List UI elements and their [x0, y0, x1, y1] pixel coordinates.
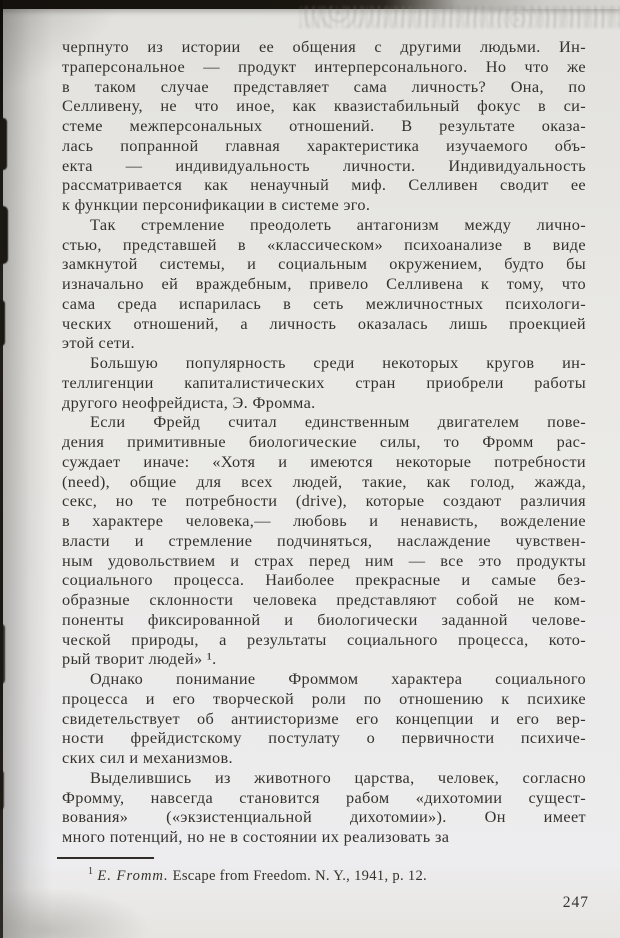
- text-line: замкнутой системы, и социальным окружением, будто бы: [62, 254, 586, 274]
- text-line: секс, но те потребности (drive), которые создают различия: [62, 491, 586, 511]
- text-line: свидетельствует об антиисторизме его концепции и его вер-: [62, 708, 586, 728]
- text-line: рассматривается как ненаучный миф. Селливен сводит ее: [62, 175, 586, 195]
- text-line: Выделившись из животного царства, человек, согласно: [90, 767, 586, 787]
- footnote-rule: [57, 857, 154, 859]
- text-line: ческих отношений, а личность оказалась лишь проекцией: [62, 313, 586, 333]
- text-line: вования» («экзистенциальной дихотомии»). Он имеет: [62, 807, 586, 827]
- text-line: стью, представшей в «классическом» психоанализе в виде: [62, 234, 586, 254]
- text-line: ских сил и механизмов.: [62, 748, 233, 767]
- footnote-text: Escape from Freedom. N. Y., 1941, p. 12.: [172, 867, 427, 884]
- text-line: Так стремление преодолеть антагонизм между лично-: [90, 214, 586, 234]
- text-line: образные склонности человека представляют собой не ком-: [62, 590, 586, 609]
- text-line: рый творит людей» ¹.: [62, 649, 217, 669]
- text-line: Селливену, не что иное, как квазистабильный фокус в си-: [62, 96, 586, 116]
- text-line: в характере человека,— любовь и ненависть, вожделение: [62, 511, 586, 530]
- footnote-author: E. Fromm.: [97, 867, 169, 884]
- text-line: стеме межперсональных отношений. В результате оказа-: [62, 116, 586, 135]
- text-line: суждает иначе: «Хотя и имеются некоторые потребности: [62, 451, 586, 471]
- text-line: лась попранной главная характеристика изучаемого объ-: [62, 135, 586, 155]
- text-line: ческой природы, а результаты социального процесса, кото-: [62, 629, 586, 649]
- text-line: теллигенции капиталистических стран приобрели работы: [62, 372, 586, 392]
- scan-edge-blob: [0, 300, 5, 346]
- text-line: другого неофрейдиста, Э. Фромма.: [62, 392, 316, 412]
- text-line: сама среда испарилась в сеть межличностных психологи-: [62, 293, 586, 313]
- text-line: екта — индивидуальность личности. Индивидуальность: [62, 155, 586, 175]
- text-line: дения примитивные биологические силы, то Фромм рас-: [62, 432, 586, 451]
- text-line: ности фрейдистскому постулату о первичности психиче-: [62, 728, 586, 748]
- text-line: Большую популярность среди некоторых кругов ин-: [90, 353, 586, 372]
- scan-edge-blob: [0, 770, 4, 810]
- footnote-marker: 1: [88, 865, 94, 877]
- text-line: процесса и его творческой роли по отношению к психике: [62, 688, 586, 708]
- scan-edge-blob: [0, 206, 8, 264]
- text-line: к функции персонификации в системе эго.: [62, 195, 371, 214]
- text-line: Однако понимание Фроммом характера социального: [90, 669, 586, 688]
- text-line: траперсональное — продукт интерперсонального. Но что же: [62, 56, 586, 76]
- text-line: много потенций, но не в состоянии их реализовать за: [62, 827, 450, 846]
- text-line: в таком случае представляет сама личность? Она, по: [62, 76, 586, 96]
- text-line: (need), общие для всех людей, такие, как голод, жажда,: [62, 471, 586, 491]
- text-line: Фромму, навсегда становится рабом «дихотомии сущест-: [62, 787, 586, 807]
- text-line: изначально ей враждебным, привело Селливена к тому, что: [62, 274, 586, 293]
- text-line: этой сети.: [62, 333, 135, 353]
- text-line: поненты фиксированной и биологически заданной челове-: [62, 609, 586, 629]
- footnote: [62, 863, 586, 885]
- text-line: ным удовольствием и страх перед ним — все это продукты: [62, 550, 586, 570]
- text-line: власти и стремление подчиняться, наслаждение чувствен-: [62, 530, 586, 550]
- scan-noise-top-right: [300, 6, 620, 28]
- text-line: черпнуто из истории ее общения с другими людьми. Ин-: [62, 37, 586, 56]
- scan-edge-blob: [0, 624, 5, 684]
- text-line: Если Фрейд считал единственным двигателем пове-: [90, 412, 586, 432]
- scan-edge-blob: [0, 118, 7, 170]
- page-number: 247: [562, 894, 589, 911]
- text-block: [62, 37, 586, 885]
- text-line: социального процесса. Наиболее прекрасные и самые без-: [62, 570, 586, 590]
